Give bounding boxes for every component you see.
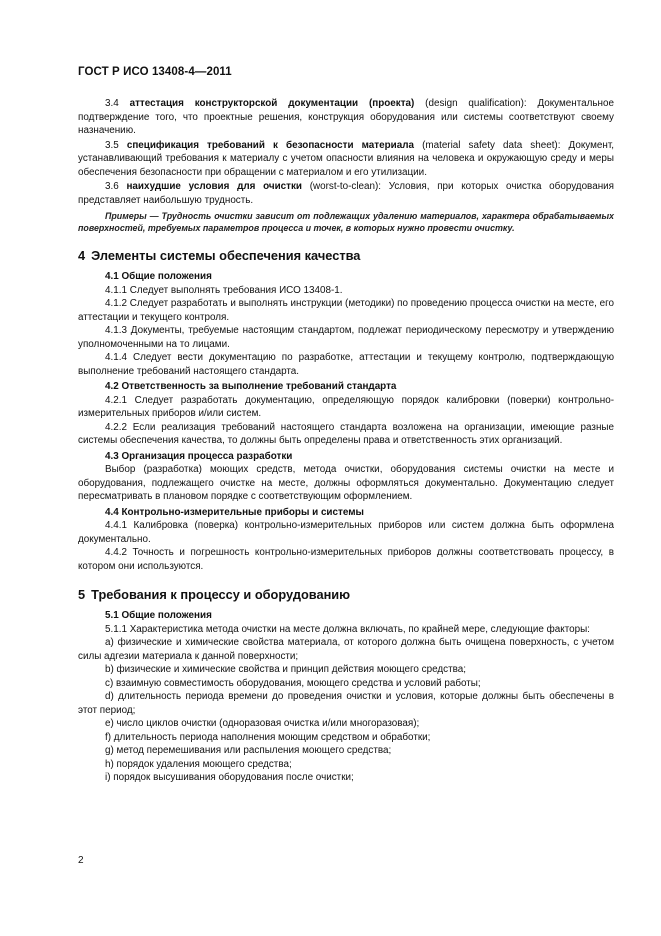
list-item-i: i) порядок высушивания оборудования после очистки; [105,772,354,783]
definition-3-4 [78,97,614,138]
document-body [78,97,614,785]
list-item-g: g) метод перемешивания или распыления моющего средства; [105,745,392,756]
section-number: 4 [78,248,86,263]
subsection-4-2-heading: 4.2 Ответственность за выполнение требований стандарта [105,381,397,392]
definition-text: (design qualification): Документальное подтверждение того, что проектные решения, конструкция оборудования или системы соответствуют своему назначению. [78,98,614,136]
list-item-d: d) длительность периода времени до проведения очистки и условия, которые должны быть обеспечены в этот период; [78,691,614,716]
definition-term: спецификация требований к безопасности материала [126,139,414,151]
paragraph-4-1-3: 4.1.3 Документы, требуемые настоящим стандартом, подлежат периодическому пересмотру и утверждению уполномоченными на то лицами. [78,325,614,350]
example-note: Примеры — Трудность очистки зависит от подлежащих удалению материалов, характера обрабатываемых поверхностей, требуемых параметров процесса и точек, в которых нужно провести очистку. [78,211,614,233]
paragraph-4-1-1: 4.1.1 Следует выполнять требования ИСО 13408-1. [105,284,343,296]
paragraph-4-2-2: 4.2.2 Если реализация требований настоящего стандарта возложена на организации, имеющие разные системы обеспечения качества, то должны быть определены права и ответственность этих организаций. [78,421,614,446]
section-number: 5 [78,587,86,602]
definition-term: аттестация конструкторской документации (проекта) [129,98,415,109]
clause-number: 3.5 [105,139,119,151]
definition-3-6 [78,180,614,207]
paragraph-4-4-1: 4.4.1 Калибровка (поверка) контрольно-измерительных приборов или систем должна быть оформлена документально. [78,520,614,545]
definition-term: наихудшие условия для очистки [126,181,303,192]
definition-text: (material safety data sheet): Документ, устанавливающий требования к материалу с учетом опасности влияния на человека и окружающую среду и меры обеспечения безопасности при обращении с материалом и его утилизации. [78,139,615,178]
list-item-e: e) число циклов очистки (одноразовая очистка и/или многоразовая); [105,718,420,729]
paragraph-4-1-4: 4.1.4 Следует вести документацию по разработке, аттестации и текущему контролю, подтверждающую выполнение требований настоящего стандарта. [78,352,614,377]
list-item-f: f) длительность периода наполнения моющим средством и обработки; [105,731,431,743]
clause-number: 3.4 [105,98,119,109]
paragraph-5-1-1: 5.1.1 Характеристика метода очистки на месте должна включать, по крайней мере, следующие факторы: [105,623,590,635]
paragraph-4-2-1: 4.2.1 Следует разработать документацию, определяющую порядок калибровки (поверки) контрольно-измерительных приборов и/или систем. [78,394,614,419]
clause-number: 3.6 [105,181,119,192]
list-item-b: b) физические и химические свойства и принцип действия моющего средства; [105,664,466,675]
list-item-c: c) взаимную совместимость оборудования, моющего средства и условий работы; [105,677,481,689]
document-header: ГОСТ Р ИСО 13408-4—2011 [78,66,232,78]
section-title: Требования к процессу и оборудованию [91,587,351,602]
section-title: Элементы системы обеспечения качества [91,248,361,263]
section-4-heading [78,248,614,264]
paragraph-4-1-2: 4.1.2 Следует разработать и выполнять инструкции (методики) по проведению процесса очистки на месте, его аттестации и текущего контроля. [78,298,614,323]
subsection-4-1-heading: 4.1 Общие положения [105,271,212,282]
paragraph-4-4-2: 4.4.2 Точность и погрешность контрольно-измерительных приборов должны соответствовать процессу, в котором они используются. [78,547,614,572]
section-5-heading [78,587,614,603]
list-item-a: a) физические и химические свойства материала, от которого должна быть очищена поверхность, с учетом силы адгезии материала к данной поверхности; [78,637,614,662]
paragraph-4-3: Выбор (разработка) моющих средств, метода очистки, оборудования системы очистки на месте и оборудования, подлежащего очистке на месте, должны оформляться документально. Документацию следует пересматривать в плановом порядке с соответствующим оформлением. [78,464,614,502]
definition-text: (worst-to-clean): Условия, при которых очистка оборудования представляет наибольшую трудность. [78,181,615,206]
subsection-4-3-heading: 4.3 Организация процесса разработки [105,450,293,462]
page-number: 2 [78,855,84,866]
subsection-5-1-heading: 5.1 Общие положения [105,610,212,621]
definition-3-5 [78,139,614,180]
list-item-h: h) порядок удаления моющего средства; [105,758,292,770]
subsection-4-4-heading: 4.4 Контрольно-измерительные приборы и системы [105,506,364,518]
